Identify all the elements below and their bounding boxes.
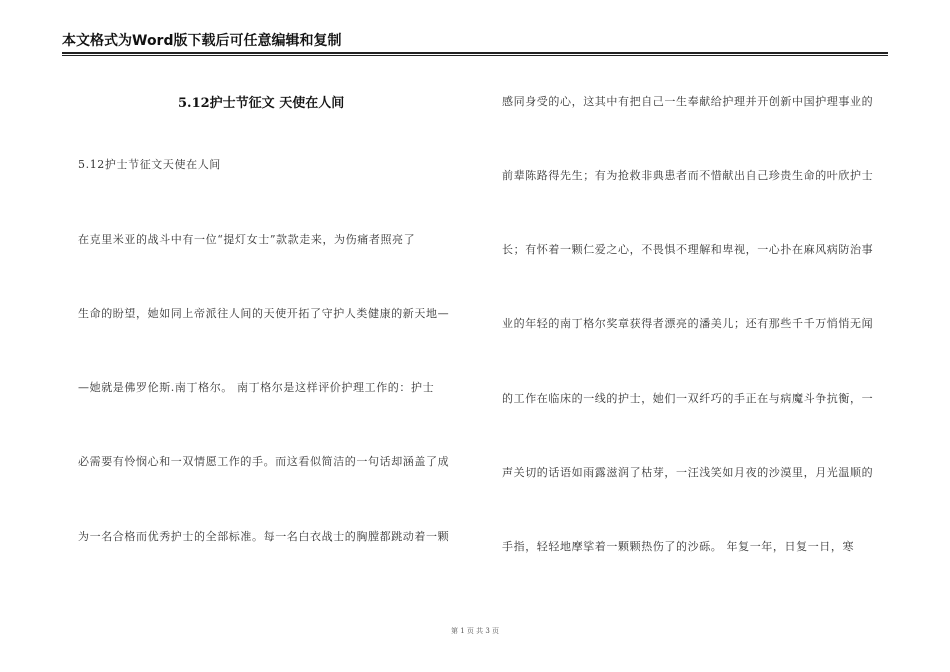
document-header: 本文格式为Word版下载后可任意编辑和复制 [62, 33, 342, 49]
right-line-6: 声关切的话语如雨露滋润了枯芽，一汪浅笑如月夜的沙漠里，月光温顺的 [502, 466, 874, 479]
right-line-4: 业的年轻的南丁格尔奖章获得者漂亮的潘美儿；还有那些千千万悄悄无闻 [502, 317, 874, 330]
left-line-6: 为一名合格而优秀护士的全部标准。每一名白衣战士的胸膛都跳动着一颗 [78, 530, 450, 543]
left-line-1: 5.12护士节征文天使在人间 [78, 158, 221, 171]
header-rule-thin [62, 55, 888, 56]
left-line-4: —她就是佛罗伦斯.南丁格尔。 南丁格尔是这样评价护理工作的：护士 [78, 381, 435, 394]
right-line-3: 长；有怀着一颗仁爱之心，不畏惧不理解和卑视，一心扑在麻风病防治事 [502, 243, 874, 256]
left-line-3: 生命的盼望，她如同上帝派往人间的天使开拓了守护人类健康的新天地— [78, 307, 450, 320]
right-line-7: 手指，轻轻地摩挲着一颗颗热伤了的沙砾。 年复一年，日复一日，寒 [502, 540, 855, 553]
right-line-1: 感同身受的心，这其中有把自己一生奉献给护理并开创新中国护理事业的 [502, 95, 874, 108]
document-title: 5.12护士节征文 天使在人间 [178, 96, 345, 111]
right-line-5: 的工作在临床的一线的护士，她们一双纤巧的手正在与病魔斗争抗衡，一 [502, 392, 874, 405]
right-line-2: 前辈陈路得先生；有为抢救非典患者而不惜献出自己珍贵生命的叶欣护士 [502, 169, 874, 182]
left-line-2: 在克里米亚的战斗中有一位“提灯女士”款款走来，为伤痛者照亮了 [78, 233, 416, 246]
header-rule [62, 52, 888, 54]
page-footer: 第 1 页 共 3 页 [450, 627, 500, 635]
left-line-5: 必需要有怜悯心和一双情愿工作的手。而这看似简洁的一句话却涵盖了成 [78, 455, 450, 468]
